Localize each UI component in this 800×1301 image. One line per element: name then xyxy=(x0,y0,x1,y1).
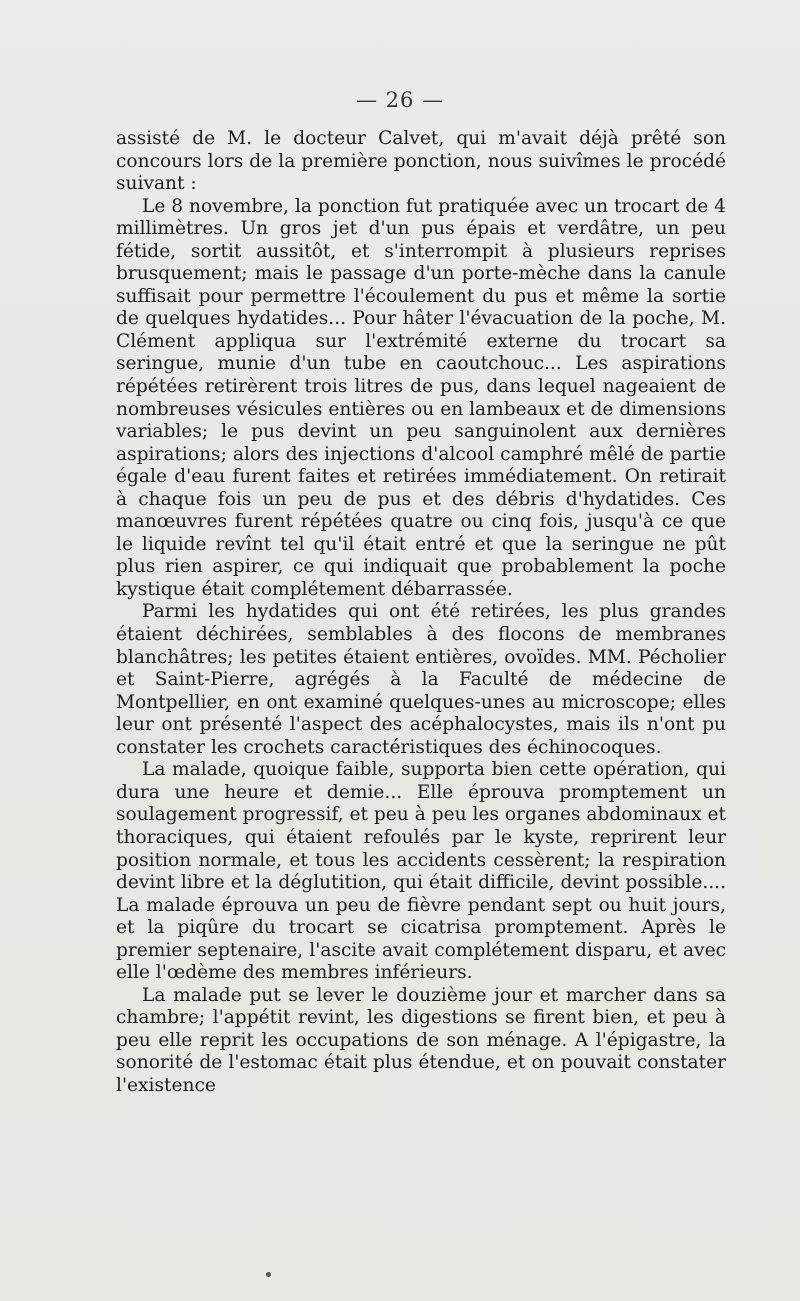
page-number: — 26 — xyxy=(355,88,445,112)
paragraph-patient-recovery: La malade, quoique faible, supporta bien cette opération, qui dura une heure et demie... Elle éprouva promptement un soulagement progressif, et peu à peu les organes abdominaux et thoraciques, qui étaient refoulés par le kyste, reprirent leur position normale, et tous les accidents cessèrent; la respiration devint libre et la déglutition, qui était difficile, devint possible.... La malade éprouva un peu de fièvre pendant sept ou huit jours, et la piqûre du trocart se cicatrisa promptement. Après le premier septenaire, l'ascite avait complétement disparu, et avec elle l'œdème des membres inférieurs. xyxy=(116,759,726,984)
paragraph-hydatids-examination: Parmi les hydatides qui ont été retirées, les plus grandes étaient déchirées, semblables à des flocons de membranes blanchâtres; les petites étaient entières, ovoïdes. MM. Pécholier et Saint-Pierre, agrégés à la Faculté de médecine de Montpellier, en ont examiné quelques-unes au microscope; elles leur ont présenté l'aspect des acéphalocystes, mais ils n'ont pu constater les crochets caractéristiques des échinocoques. xyxy=(116,601,726,758)
body-text xyxy=(116,128,726,1098)
ink-dot-mark xyxy=(266,1272,271,1277)
paragraph-continuation: assisté de M. le docteur Calvet, qui m'avait déjà prêté son concours lors de la première ponction, nous suivîmes le procédé suivant : xyxy=(116,128,726,195)
paragraph-convalescence: La malade put se lever le douzième jour et marcher dans sa chambre; l'appétit revint, les digestions se firent bien, et peu à peu elle reprit les occupations de son ménage. A l'épigastre, la sonorité de l'estomac était plus étendue, et on pouvait constater l'existence xyxy=(116,984,726,1096)
paragraph-puncture-procedure: Le 8 novembre, la ponction fut pratiquée avec un trocart de 4 millimètres. Un gros jet d'un pus épais et verdâtre, un peu fétide, sortit aussitôt, et s'interrompit à plusieurs reprises brusquement; mais le passage d'un porte-mèche dans la canule suffisait pour permettre l'écoulement du pus et même la sortie de quelques hydatides... Pour hâter l'évacuation de la poche, M. Clément appliqua sur l'extrémité externe du trocart sa seringue, munie d'un tube en caoutchouc... Les aspirations répétées retirèrent trois litres de pus, dans lequel nageaient de nombreuses vésicules entières ou en lambeaux et de dimensions variables; le pus devint un peu sanguinolent aux dernières aspirations; alors des injections d'alcool camphré mêlé de partie égale d'eau furent faites et retirées immédiatement. On retirait à chaque fois un peu de pus et des débris d'hydatides. Ces manœuvres furent répétées quatre ou cinq fois, jusqu'à ce que le liquide revînt tel qu'il était entré et que la seringue ne pût plus rien aspirer, ce qui indiquait que probablement la poche kystique était complétement débarrassée. xyxy=(116,195,726,600)
